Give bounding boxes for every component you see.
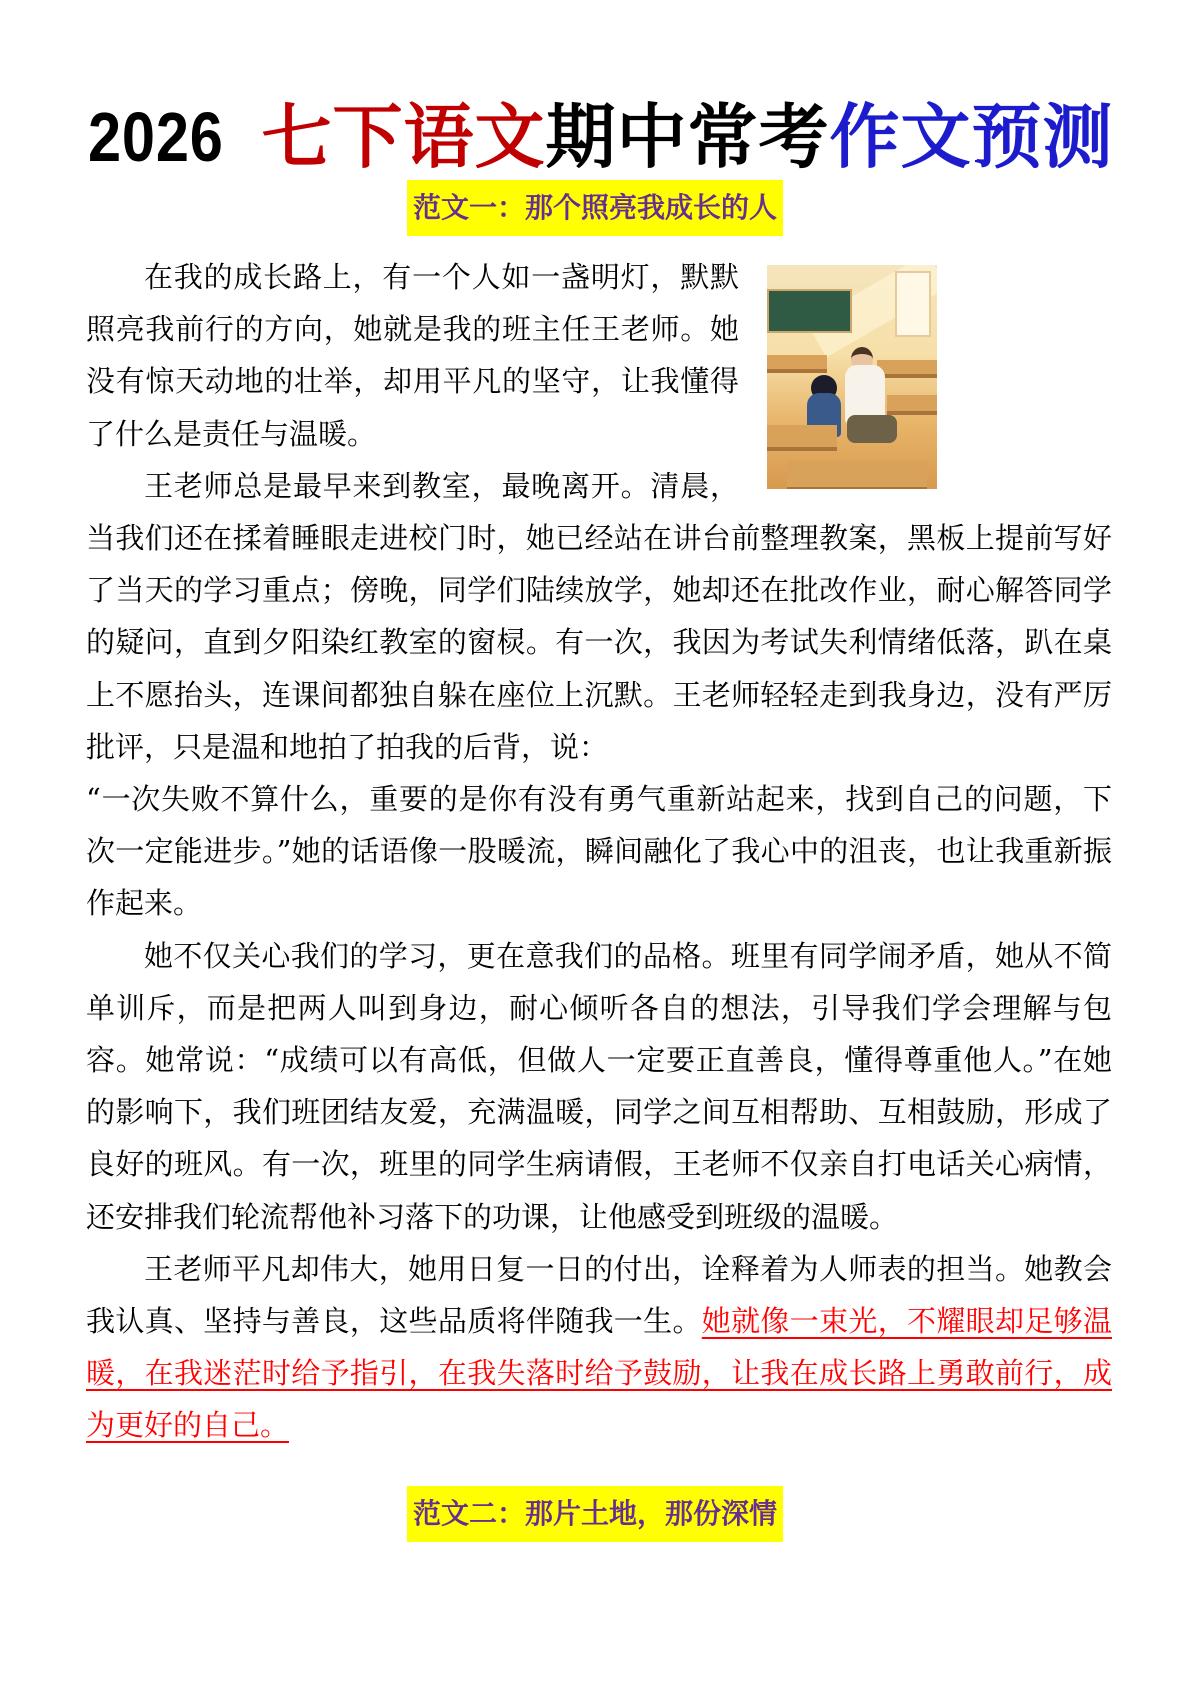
paragraph-3: 她不仅关心我们的学习，更在意我们的品格。班里有同学闹矛盾，她从不简单训斥，而是把两人叫到身边，耐心倾听各自的想法，引导我们学会理解与包容。她常说：“成绩可以有高低，但做人一定要正直善良，懂得尊重他人。”在她的影响下，我们班团结友爱，充满温暖，同学之间互相帮助、互相鼓励，形成了良好的班风。有一次，班里的同学生病请假，王老师不仅亲自打电话关心病情，还安排我们轮流帮他补习落下的功课，让他感受到班级的温暖。	[86, 938, 1112, 1234]
title-year: 2026	[88, 98, 225, 176]
section-heading-1	[0, 180, 1190, 236]
classroom-illustration-image	[767, 265, 937, 489]
chalkboard	[767, 289, 852, 333]
paragraph-4	[86, 1243, 1112, 1452]
paragraph-2-quote: “一次失败不算什么，重要的是你有没有勇气重新站起来，找到自己的问题，下次一定能进步。”她的话语像一股暖流，瞬间融化了我心中的沮丧，也让我重新振作起来。	[86, 782, 1112, 921]
title-subject: 七下语文	[261, 96, 546, 178]
section-heading-1-label: 范文一：那个照亮我成长的人	[407, 180, 783, 236]
essay-1-body	[86, 251, 1112, 1452]
title-exam: 期中常考	[545, 96, 830, 178]
paragraph-4-text: 王老师平凡却伟大，她用日复一日的付出，诠释着为人师表的担当。她教会我认真、坚持与善良，这些品质将伴随我一生。	[86, 1251, 1112, 1339]
section-heading-2	[0, 1486, 1190, 1542]
paragraph-2: 王老师总是最早来到教室，最晚离开。清晨，当我们还在揉着睡眼走进校门时，她已经站在讲台前整理教案，黑板上提前写好了当天的学习重点；傍晚，同学们陆续放学，她却还在批改作业，耐心解答同学的疑问，直到夕阳染红教室的窗棂。有一次，我因为考试失利情绪低落，趴在桌上不愿抬头，连课间都独自躲在座位上沉默。王老师轻轻走到我身边，没有严厉批评，只是温和地拍了拍我的后背，说：	[86, 468, 1112, 764]
window	[895, 271, 931, 337]
concluding-highlight: 她就像一束光，不耀眼却足够温暖，在我迷茫时给予指引，在我失落时给予鼓励，让我在成长路上勇敢前行，成为更好的自己。	[86, 1304, 1112, 1443]
title-topic: 作文预测	[829, 96, 1114, 178]
document-title	[0, 92, 1190, 182]
section-heading-2-label: 范文二：那片土地，那份深情	[407, 1486, 783, 1542]
paragraph-1: 在我的成长路上，有一个人如一盏明灯，默默照亮我前行的方向，她就是我的班主任王老师。她没有惊天动地的壮举，却用平凡的坚守，让我懂得了什么是责任与温暖。	[86, 260, 739, 451]
